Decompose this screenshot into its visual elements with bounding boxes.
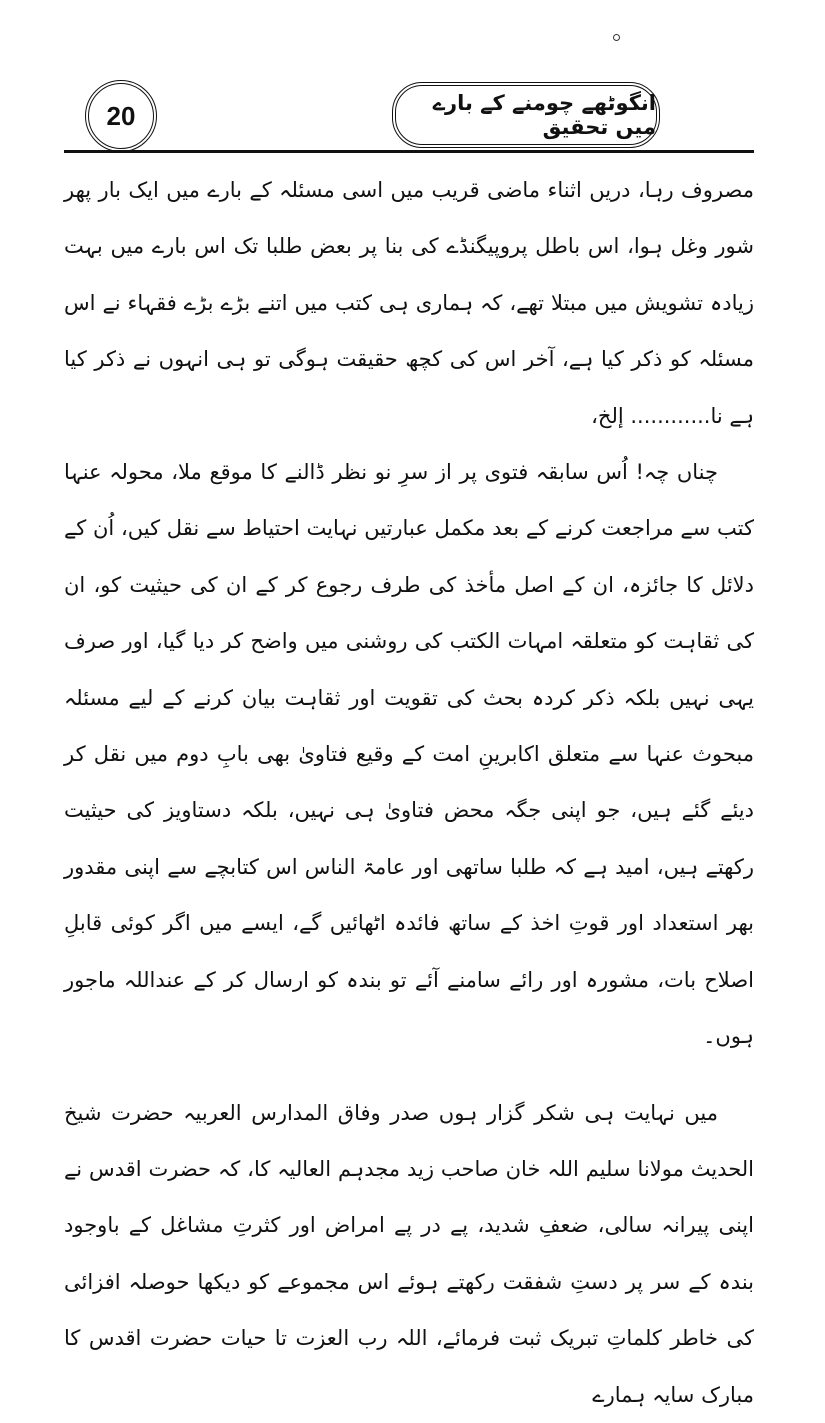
header-divider	[64, 150, 754, 153]
page-header-title	[392, 82, 660, 148]
paragraph-2: چناں چہ! اُس سابقہ فتوی پر از سرِ نو نظر ڈالنے کا موقع ملا، محولہ عنہا کتب سے مراجعت کرنے کے بعد مکمل عبارتیں نہایت احتیاط سے نقل کیں، اُن کے دلائل کا جائزہ، ان کے اصل مأخذ کی طرف رجوع کر کے ان کی حیثیت کو، ان کی ثقاہت کو متعلقہ امہات الکتب کی روشنی میں واضح کر دیا گیا، اور صرف یہی نہیں بلکہ ذکر کردہ بحث کی تقویت اور ثقاہت بیان کرنے کے لیے مسئلہ مبحوث عنہا سے متعلق اکابرینِ امت کے وقیع فتاویٰ بھی بابِ دوم میں نقل کر دیئے گئے ہیں، جو اپنی جگہ محض فتاویٰ ہی نہیں، بلکہ دستاویز کی حیثیت رکھتے ہیں، امید ہے کہ طلبا ساتھی اور عامۃ الناس اس کتابچے سے اپنی مقدور بھر استعداد اور قوتِ اخذ کے ساتھ فائدہ اٹھائیں گے، ایسے میں اگر کوئی قابلِ اصلاح بات، مشورہ اور رائے سامنے آئے تو بندہ کو ارسال کر کے عنداللہ ماجور ہوں۔	[64, 460, 754, 1049]
paragraph-1: مصروف رہا، دریں اثناء ماضی قریب میں اسی مسئلہ کے بارے میں ایک بار پھر شور وغل ہوا، اس باطل پروپیگنڈے کی بنا پر بعض طلبا تک اس بارے میں بہت زیادہ تشویش میں مبتلا تھے، کہ ہماری ہی کتب میں اتنے بڑے بڑے فقہاء نے اس مسئلہ کو ذکر کیا ہے، آخر اس کی کچھ حقیقت ہوگی تو ہی انہوں نے ذکر کیا ہے نا............ إلخ،	[64, 178, 754, 428]
page-number	[85, 80, 157, 152]
paragraph-3: میں نہایت ہی شکر گزار ہوں صدر وفاق المدارس العربیہ حضرت شیخ الحدیث مولانا سلیم اللہ خان صاحب زید مجدہم العالیہ کا، کہ حضرت اقدس نے اپنی پیرانہ سالی، ضعفِ شدید، پے در پے امراض اور کثرتِ مشاغل کے باوجود بندہ کے سر پر دستِ شفقت رکھتے ہوئے اس مجموعے کو دیکھا حوصلہ افزائی کی خاطر کلماتِ تبریک ثبت فرمائے، اللہ رب العزت تا حیات حضرت اقدس کا مبارک سایہ ہمارے	[64, 1100, 754, 1407]
header-title-text: انگوٹھے چومنے کے بارے میں تحقیق	[432, 91, 656, 139]
ink-speck	[613, 34, 620, 41]
body-text	[64, 162, 754, 1423]
page-number-text: 20	[106, 100, 136, 131]
